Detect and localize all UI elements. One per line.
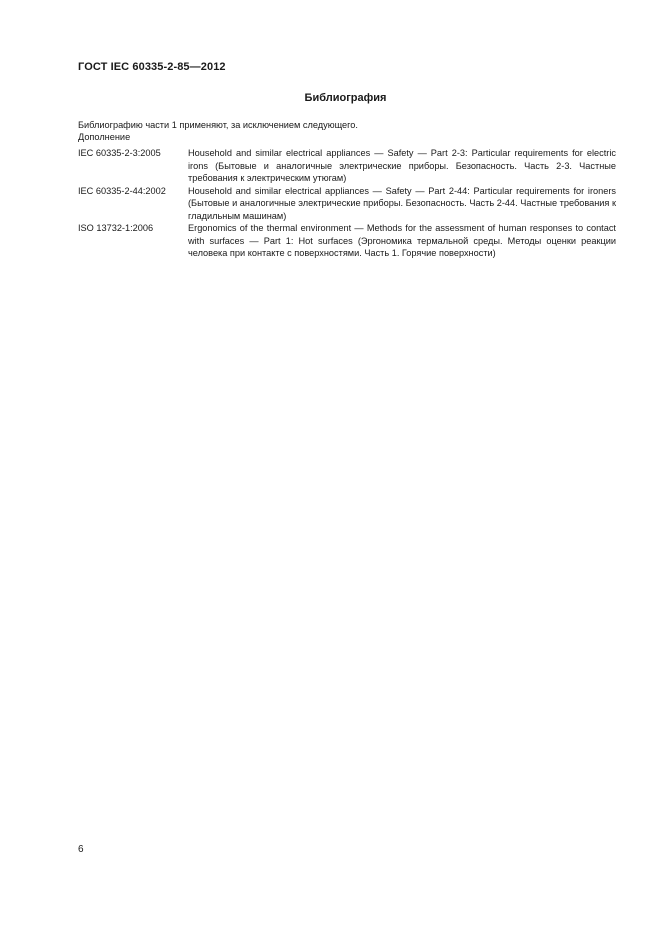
bibliography-entry: [78, 185, 616, 223]
intro-text: Библиографию части 1 применяют, за исключением следующего.: [78, 120, 358, 130]
entry-title: Household and similar electrical appliances — Safety — Part 2-44: Particular requirements for ironers (Бытовые и аналогичные электрические приборы. Безопасность. Часть 2-44. Частные требования к гладильным машинам): [188, 185, 616, 221]
entry-title: Household and similar electrical appliances — Safety — Part 2-3: Particular requirements for electric irons (Бытовые и аналогичные электрические приборы. Безопасность. Часть 2-3. Частные требования к электрическим утюгам): [188, 148, 616, 183]
page-number: 6: [78, 844, 84, 855]
bibliography-list: [78, 147, 616, 260]
entry-code: ISO 13732-1:2006: [78, 223, 154, 233]
standard-header: ГОСТ IEC 60335-2-85—2012: [78, 61, 226, 73]
section-title: Библиография: [304, 92, 387, 104]
bibliography-intro: [78, 119, 618, 143]
addition-label: Дополнение: [78, 132, 131, 142]
entry-title: Ergonomics of the thermal environment — Methods for the assessment of human responses to contact with surfaces — Part 1: Hot surfaces (Эргономика термальной среды. Методы оценки реакции человека при контакте с поверхностями. Часть 1. Горячие поверхности): [188, 223, 616, 258]
entry-code: IEC 60335-2-3:2005: [78, 148, 161, 158]
bibliography-entry: [78, 222, 616, 260]
entry-code: IEC 60335-2-44:2002: [78, 185, 166, 196]
bibliography-entry: [78, 147, 616, 185]
